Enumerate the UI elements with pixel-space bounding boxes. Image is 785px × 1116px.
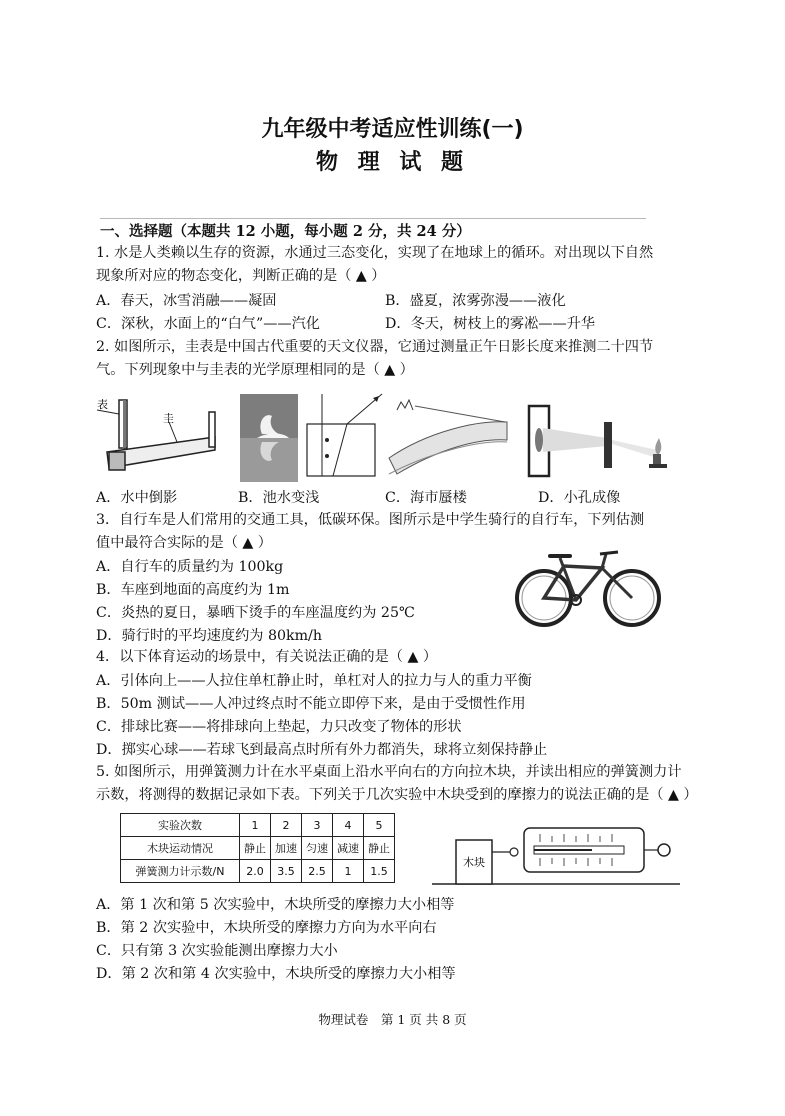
q3-option-a: A．自行车的质量约为 100kg [96,559,284,575]
q5-option-c: C．只有第 3 次实验能测出摩擦力大小 [96,943,338,959]
page-subtitle: 物 理 试 题 [316,150,469,175]
section-heading: 一、选择题（本题共 12 小题，每小题 2 分，共 24 分） [100,223,471,240]
table-cell: 匀速 [302,837,333,860]
page-title: 九年级中考适应性训练(一) [261,117,524,142]
q5-option-a: A．第 1 次和第 5 次实验中，木块所受的摩擦力大小相等 [96,897,455,913]
table-cell: 减速 [333,837,364,860]
table-row-label: 实验次数 [121,814,240,837]
q3-stem-line1: 3．自行车是人们常用的交通工具，低碳环保。图所示是中学生骑行的自行车，下列估测 [96,512,645,528]
table-cell: 静止 [240,837,271,860]
table-cell: 1 [333,860,364,883]
q2-option-b: B．池水变浅 [238,490,320,506]
q4-option-d: D．掷实心球——若球飞到最高点时所有外力都消失，球将立刻保持静止 [96,742,548,758]
swan-reflection-image [240,394,298,482]
mirage-image [389,400,507,474]
table-cell: 加速 [271,837,302,860]
table-row [121,814,395,837]
table-row-label: 木块运动情况 [121,837,240,860]
table-cell: 3 [302,814,333,837]
fig-label-block: 木块 [463,856,485,869]
gnomon-figure [97,397,215,470]
q1-stem-line2: 现象所对应的物态变化，判断正确的是（ ▲ ） [96,268,386,284]
q2-figures [97,392,677,484]
q5-stem-line2: 示数，将测得的数据记录如下表。下列关于几次实验中木块受到的摩擦力的说法正确的是（ ▲ ） [96,787,698,803]
q4-option-a: A．引体向上——人拉住单杠静止时，单杠对人的拉力与人的重力平衡 [96,673,532,689]
q4-option-c: C．排球比赛——将排球向上垫起，力只改变了物体的形状 [96,719,462,735]
refraction-diagram [307,394,382,476]
table-row-label: 弹簧测力计示数/N [121,860,240,883]
q3-stem-line2: 值中最符合实际的是（ ▲ ） [96,535,272,551]
table-row [121,837,395,860]
q2-option-c: C．海市蜃楼 [385,490,467,506]
q1-option-b: B．盛夏，浓雾弥漫——液化 [385,293,566,309]
table-cell: 5 [364,814,395,837]
pinhole-camera-diagram [529,406,667,476]
page-footer: 物理试卷 第 1 页 共 8 页 [318,1012,467,1027]
table-cell: 2.5 [302,860,333,883]
q2-option-a: A．水中倒影 [96,490,178,506]
q2-stem-line2: 气。下列现象中与圭表的光学原理相同的是（ ▲ ） [96,362,414,378]
table-cell: 3.5 [271,860,302,883]
fig-label-gui: 圭 [163,412,174,425]
q3-option-d: D．骑行时的平均速度约为 80km/h [96,628,322,644]
q3-option-c: C．炎热的夏日，暴晒下烫手的车座温度约为 25℃ [96,605,415,621]
table-cell: 静止 [364,837,395,860]
table-cell: 2 [271,814,302,837]
divider [100,218,646,219]
table-cell: 4 [333,814,364,837]
spring-scale-figure [432,822,682,888]
table-cell: 1.5 [364,860,395,883]
q3-option-b: B．车座到地面的高度约为 1m [96,582,290,598]
q4-stem-line1: 4．以下体育运动的场景中，有关说法正确的是（ ▲ ） [96,649,438,665]
q2-stem-line1: 2. 如图所示，圭表是中国古代重要的天文仪器，它通过测量正午日影长度来推测二十四节 [96,339,654,355]
q1-option-a: A．春天，冰雪消融——凝固 [96,293,277,309]
fig-label-biao: 表 [97,398,108,411]
q1-option-c: C．深秋，水面上的“白气”——汽化 [96,316,320,332]
bicycle-figure [508,546,668,628]
q5-option-d: D．第 2 次和第 4 次实验中，木块所受的摩擦力大小相等 [96,966,456,982]
q5-stem-line1: 5. 如图所示，用弹簧测力计在水平桌面上沿水平向右的方向拉木块，并读出相应的弹簧测力计 [96,764,682,780]
q4-option-b: B．50m 测试——人冲过终点时不能立即停下来，是由于受惯性作用 [96,696,526,712]
table-cell: 1 [240,814,271,837]
q1-option-d: D．冬天，树枝上的雾凇——升华 [385,316,596,332]
table-row [121,860,395,883]
q5-option-b: B．第 2 次实验中，木块所受的摩擦力方向为水平向右 [96,920,437,936]
q5-data-table [120,813,395,883]
q1-stem-line1: 1. 水是人类赖以生存的资源，水通过三态变化，实现了在地球上的循环。对出现以下自然 [96,245,654,261]
table-cell: 2.0 [240,860,271,883]
q2-option-d: D．小孔成像 [538,490,621,506]
